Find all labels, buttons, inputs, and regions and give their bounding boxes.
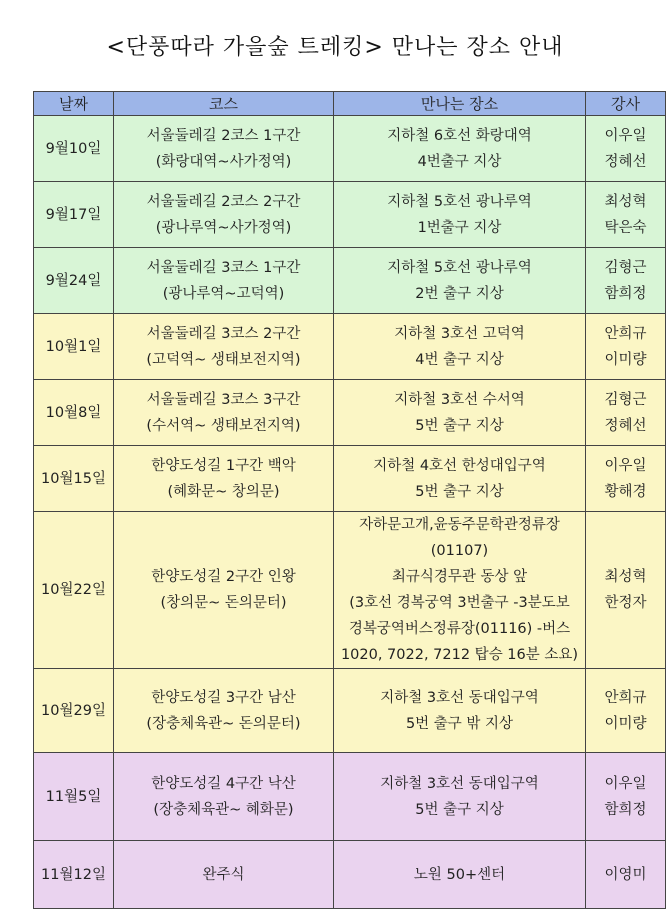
cell-place (334, 669, 586, 753)
cell-date: 9월10일 (34, 116, 114, 182)
place-line: 지하철 6호선 화랑대역 (387, 127, 532, 144)
course-route: (혜화문~ 창의문) (167, 483, 280, 500)
cell-course (114, 380, 334, 446)
cell-place (334, 314, 586, 380)
cell-date: 10월15일 (34, 446, 114, 512)
place-line: 4번 출구 지상 (415, 351, 504, 368)
course-name: 서울둘레길 3코스 3구간 (146, 391, 301, 408)
cell-instructor (586, 314, 666, 380)
place-line: (3호선 경복궁역 3번출구 -3분도보 (349, 595, 570, 611)
instructor-name: 함희정 (604, 285, 647, 302)
table-row (34, 753, 666, 841)
table-row (34, 182, 666, 248)
instructor-name: 한정자 (604, 595, 647, 611)
cell-course (114, 248, 334, 314)
cell-instructor (586, 446, 666, 512)
course-route: (광나루역~사가정역) (155, 219, 292, 236)
course-route: (수서역~ 생태보전지역) (146, 417, 301, 434)
place-line: 5번 출구 지상 (415, 801, 504, 818)
course-name: 서울둘레길 3코스 1구간 (146, 259, 301, 276)
cell-instructor (586, 753, 666, 841)
course-name: 서울둘레길 3코스 2구간 (146, 325, 301, 342)
cell-place (334, 512, 586, 669)
course-name: 서울둘레길 2코스 2구간 (146, 193, 301, 210)
place-line: 5번 출구 지상 (415, 483, 504, 500)
instructor-name: 최성혁 (604, 569, 647, 585)
instructor-name: 이미량 (604, 351, 647, 368)
table-row (34, 446, 666, 512)
instructor-name: 최성혁 (604, 193, 647, 210)
cell-place (334, 116, 586, 182)
cell-course (114, 841, 334, 909)
place-line: 5번 출구 지상 (415, 417, 504, 434)
place-line: 지하철 3호선 동대입구역 (380, 775, 539, 792)
course-route: (광나루역~고덕역) (162, 285, 285, 302)
cell-date: 9월24일 (34, 248, 114, 314)
place-line: 5번 출구 밖 지상 (405, 715, 514, 732)
instructor-name: 안희규 (604, 325, 647, 342)
instructor-name: 김형근 (604, 259, 647, 276)
course-name: 완주식 (202, 866, 245, 883)
cell-date: 11월12일 (34, 841, 114, 909)
cell-date: 10월8일 (34, 380, 114, 446)
instructor-name: 이우일 (604, 775, 647, 792)
course-name: 한양도성길 4구간 낙산 (151, 775, 296, 792)
table-row (34, 116, 666, 182)
cell-course (114, 314, 334, 380)
place-line: 경복궁역버스정류장(01116) -버스 (348, 621, 571, 637)
place-line: 1번출구 지상 (417, 219, 502, 236)
cell-course (114, 512, 334, 669)
course-name: 서울둘레길 2코스 1구간 (146, 127, 301, 144)
place-line: 노원 50+센터 (413, 866, 506, 883)
cell-instructor (586, 182, 666, 248)
table-row (34, 314, 666, 380)
course-route: (장충체육관~ 혜화문) (153, 801, 294, 818)
cell-instructor (586, 380, 666, 446)
header-instructor: 강사 (586, 92, 666, 116)
instructor-name: 이미량 (604, 715, 647, 732)
header-place: 만나는 장소 (334, 92, 586, 116)
course-route: (장충체육관~ 돈의문터) (146, 715, 301, 732)
course-name: 한양도성길 2구간 인왕 (151, 569, 296, 585)
cell-date: 9월17일 (34, 182, 114, 248)
cell-place (334, 446, 586, 512)
instructor-name: 안희규 (604, 689, 647, 706)
cell-place (334, 380, 586, 446)
instructor-name: 정혜선 (604, 417, 647, 434)
cell-course (114, 182, 334, 248)
place-line: 4번출구 지상 (417, 153, 502, 170)
cell-place (334, 248, 586, 314)
header-date: 날짜 (34, 92, 114, 116)
page-title: <단풍따라 가을숲 트레킹> 만나는 장소 안내 (106, 35, 564, 60)
schedule-table (33, 91, 666, 909)
instructor-name: 이영미 (604, 866, 647, 883)
cell-course (114, 753, 334, 841)
place-line: 지하철 5호선 광나루역 (387, 193, 532, 210)
instructor-name: 이우일 (604, 127, 647, 144)
cell-instructor (586, 248, 666, 314)
header-course: 코스 (114, 92, 334, 116)
table-row (34, 248, 666, 314)
cell-instructor (586, 512, 666, 669)
place-line: 지하철 5호선 광나루역 (387, 259, 532, 276)
table-row (34, 841, 666, 909)
cell-date: 11월5일 (34, 753, 114, 841)
cell-date: 10월29일 (34, 669, 114, 753)
place-line: 지하철 3호선 수서역 (394, 391, 525, 408)
cell-course (114, 116, 334, 182)
place-line: 지하철 3호선 동대입구역 (380, 689, 539, 706)
table-row (34, 380, 666, 446)
cell-date: 10월1일 (34, 314, 114, 380)
place-line: 2번 출구 지상 (415, 285, 504, 302)
place-line: 지하철 4호선 한성대입구역 (373, 457, 546, 474)
cell-instructor (586, 669, 666, 753)
instructor-name: 함희정 (604, 801, 647, 818)
cell-place (334, 753, 586, 841)
table-header-row (34, 92, 666, 116)
table-row (34, 512, 666, 669)
cell-course (114, 669, 334, 753)
course-route: (창의문~ 돈의문터) (160, 595, 287, 611)
cell-place (334, 182, 586, 248)
place-line: 1020, 7022, 7212 탑승 16분 소요) (340, 647, 579, 663)
course-name: 한양도성길 3구간 남산 (151, 689, 296, 706)
cell-instructor (586, 841, 666, 909)
place-line: 자하문고개,윤동주문학관정류장(01107) (359, 517, 560, 559)
cell-place (334, 841, 586, 909)
instructor-name: 김형근 (604, 391, 647, 408)
place-line: 최규식경무관 동상 앞 (391, 569, 528, 585)
instructor-name: 탁은숙 (604, 219, 647, 236)
instructor-name: 이우일 (604, 457, 647, 474)
course-route: (화랑대역~사가정역) (155, 153, 292, 170)
cell-instructor (586, 116, 666, 182)
cell-date: 10월22일 (34, 512, 114, 669)
instructor-name: 정혜선 (604, 153, 647, 170)
course-route: (고덕역~ 생태보전지역) (146, 351, 301, 368)
course-name: 한양도성길 1구간 백악 (151, 457, 296, 474)
cell-course (114, 446, 334, 512)
instructor-name: 황해경 (604, 483, 647, 500)
table-row (34, 669, 666, 753)
place-line: 지하철 3호선 고덕역 (394, 325, 525, 342)
